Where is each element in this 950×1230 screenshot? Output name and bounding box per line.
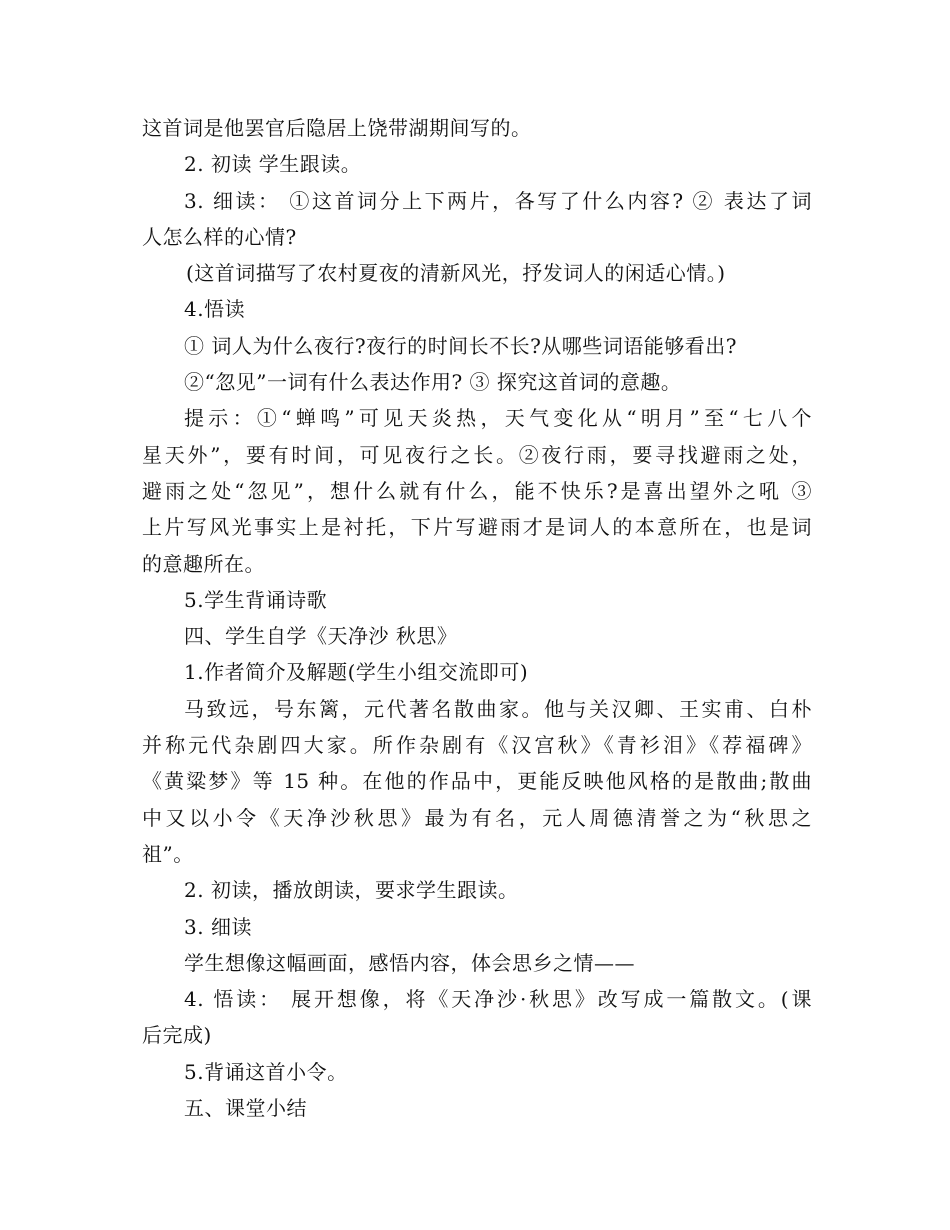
text-line: ① 词人为什么夜行?夜行的时间长不长?从哪些词语能够看出?: [184, 333, 738, 358]
section-heading: 五、课堂小结: [184, 1096, 307, 1121]
text-line: 避雨之处“忽见”，想什么就有什么，能不快乐?是喜出望外之吼 ③: [142, 478, 812, 503]
text-line: 5.背诵这首小令。: [184, 1059, 348, 1084]
text-line: 上片写风光事实上是衬托，下片写避雨才是词人的本意所在，也是词: [142, 515, 812, 540]
text-line: 祖”。: [142, 841, 194, 866]
text-line: 2. 初读，播放朗读，要求学生跟读。: [184, 878, 519, 903]
text-line: 3. 细读: [184, 914, 252, 939]
text-line: 2. 初读 学生跟读。: [184, 152, 362, 177]
text-line: 3. 细读： ①这首词分上下两片，各写了什么内容? ② 表达了词: [184, 188, 812, 213]
text-line: 学生想像这幅画面，感悟内容，体会思乡之情——: [184, 950, 635, 975]
text-line: ②“忽见”一词有什么表达作用? ③ 探究这首词的意趣。: [184, 370, 682, 395]
section-heading: 四、学生自学《天净沙 秋思》: [184, 624, 458, 649]
text-line: 星天外”，要有时间，可见夜行之长。②夜行雨，要寻找避雨之处，: [142, 442, 812, 467]
text-line: 中又以小令《天净沙秋思》最为有名，元人周德清誉之为“秋思之: [142, 805, 812, 830]
text-line: 提示：①“蝉鸣”可见天炎热，天气变化从“明月”至“七八个: [184, 406, 812, 431]
text-line: (这首词描写了农村夏夜的清新风光，抒发词人的闲适心情。): [186, 261, 726, 286]
text-line: 这首词是他罢官后隐居上饶带湖期间写的。: [142, 116, 532, 140]
text-line: 后完成): [142, 1023, 212, 1048]
text-line: 《黄粱梦》等 15 种。在他的作品中，更能反映他风格的是散曲;散曲: [142, 769, 812, 794]
text-line: 1.作者简介及解题(学生小组交流即可): [184, 660, 529, 685]
text-line: 的意趣所在。: [142, 551, 265, 576]
text-line: 人怎么样的心情?: [142, 224, 297, 249]
text-line: 4. 悟读： 展开想像，将《天净沙·秋思》改写成一篇散文。(课: [184, 987, 812, 1012]
text-line: 4.悟读: [184, 297, 246, 322]
text-line: 马致远，号东篱，元代著名散曲家。他与关汉卿、王实甫、白朴: [184, 696, 812, 721]
text-line: 5.学生背诵诗歌: [184, 587, 328, 612]
text-line: 并称元代杂剧四大家。所作杂剧有《汉宫秋》《青衫泪》《荐福碑》: [142, 733, 812, 758]
document-page: [142, 110, 812, 1126]
